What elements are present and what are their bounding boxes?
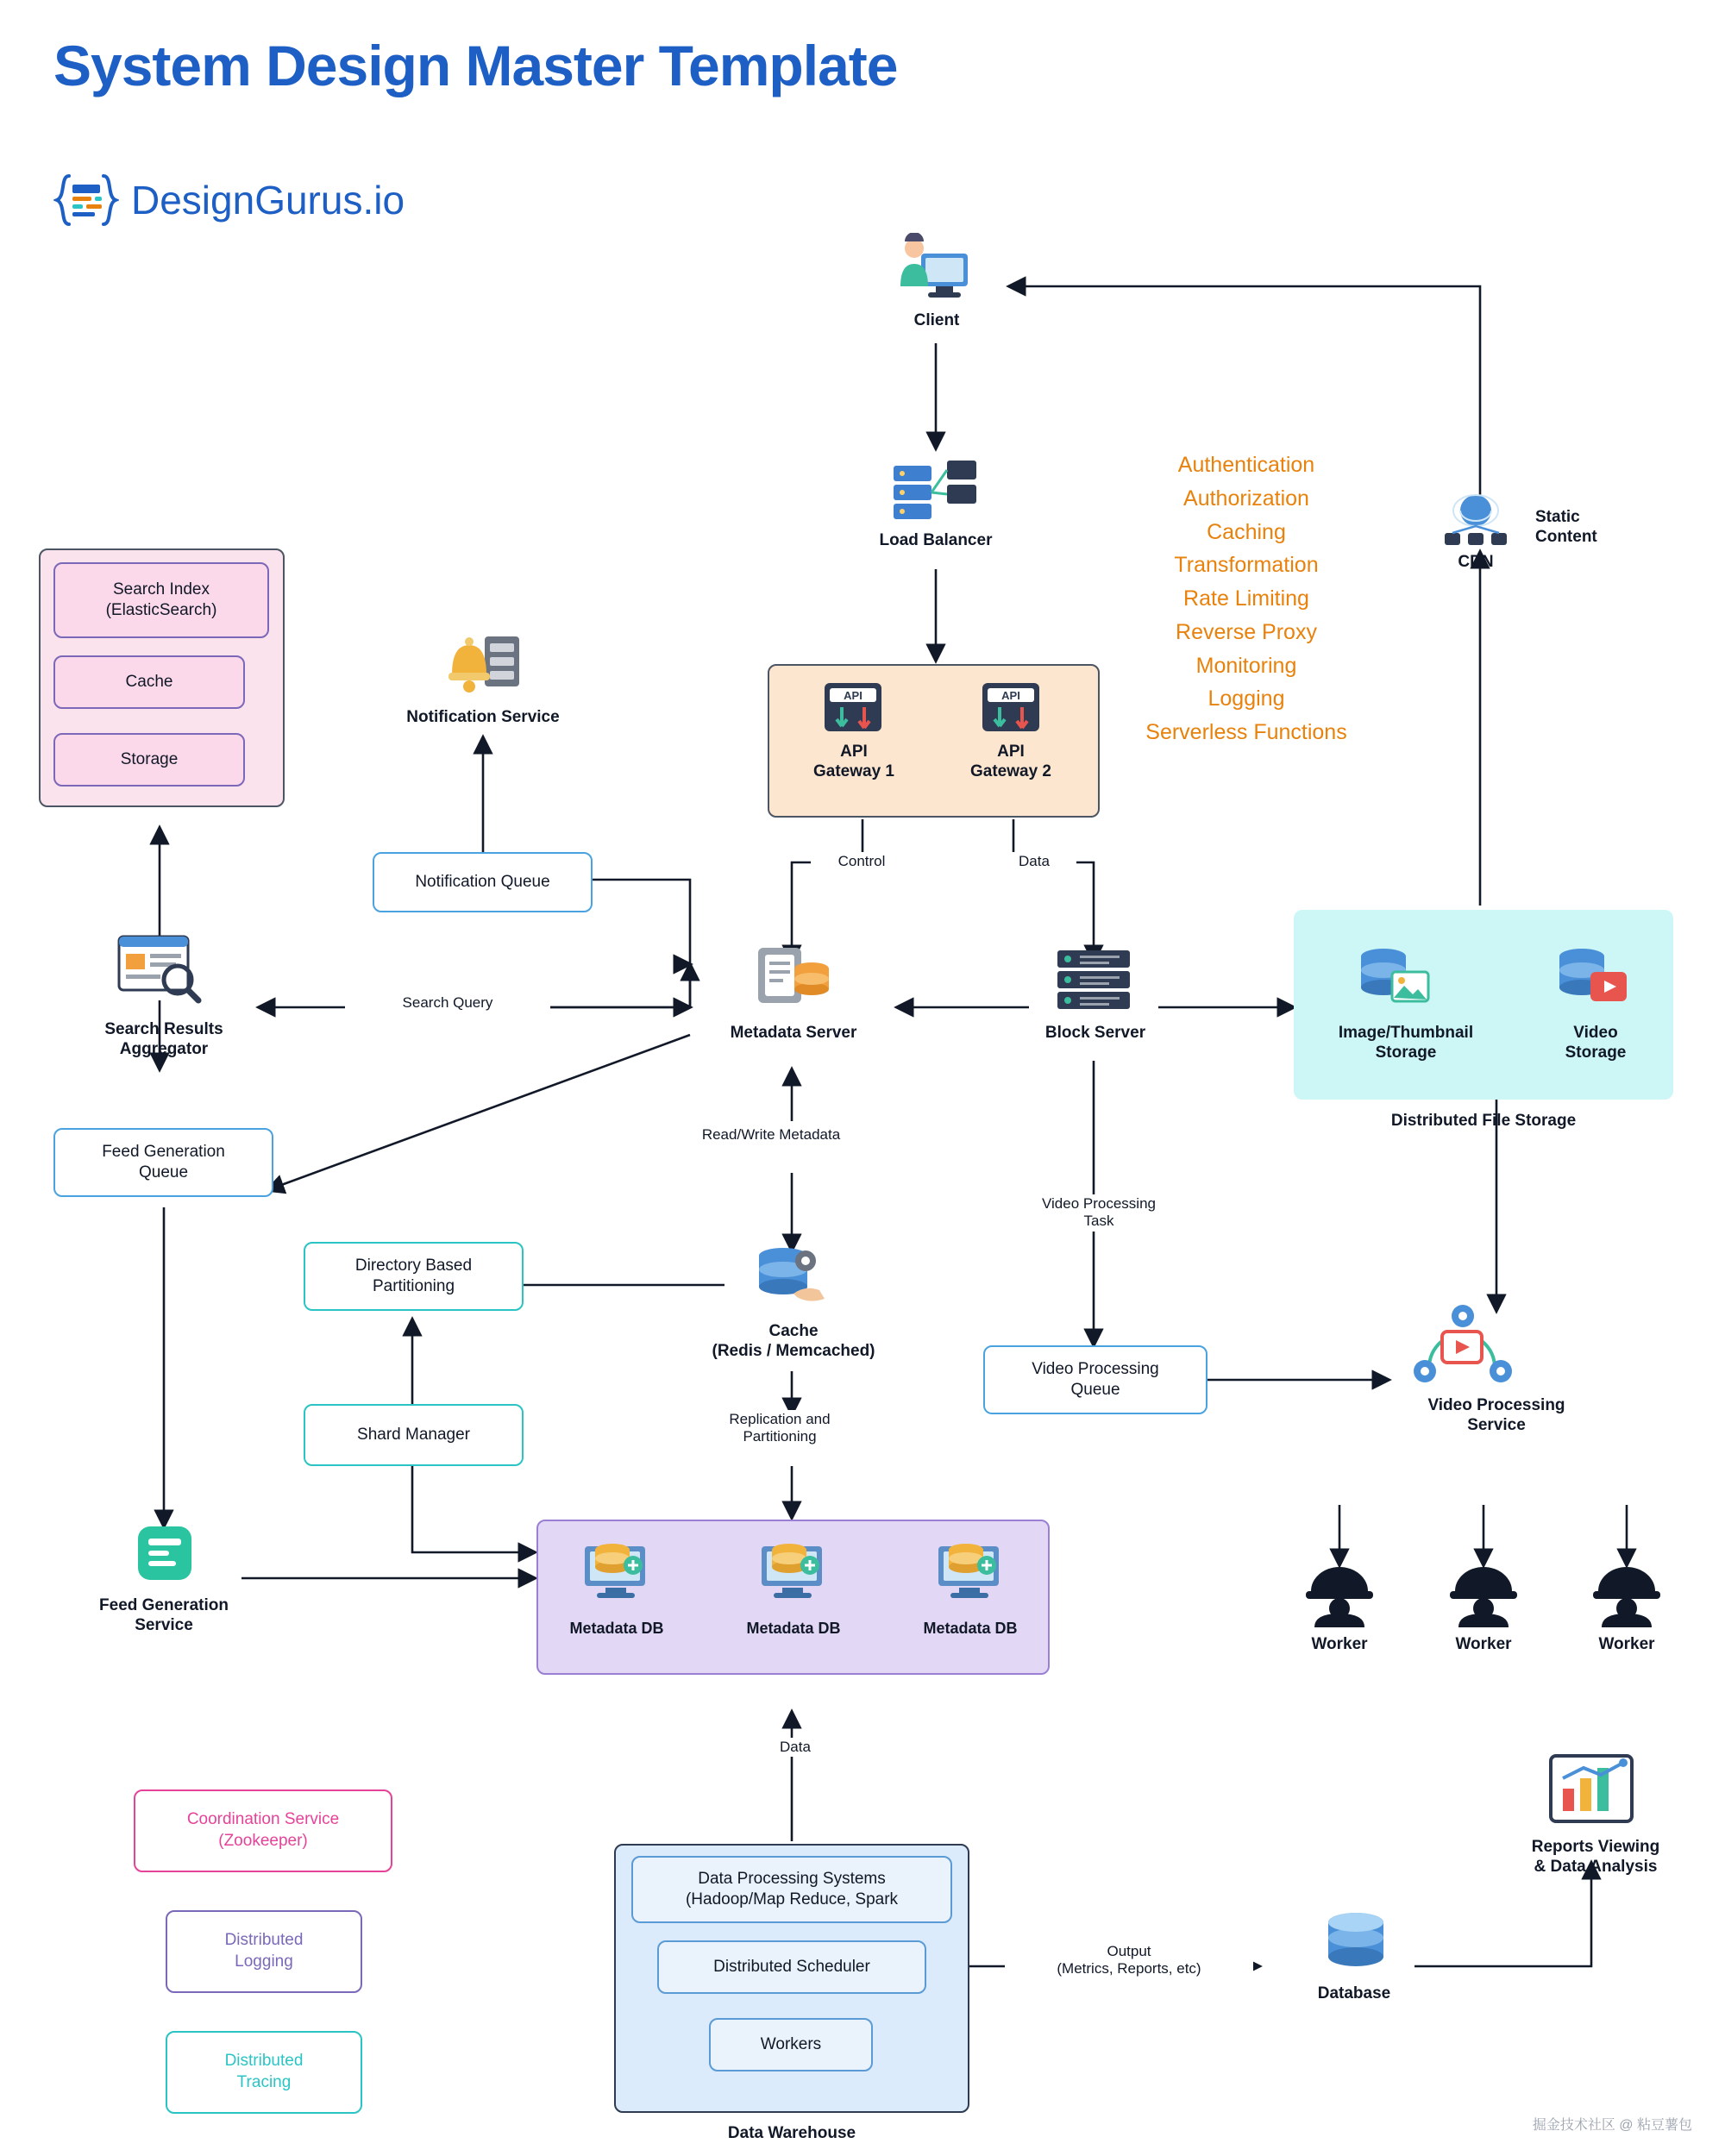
- api-gateway-2-label: API Gateway 2: [970, 743, 1051, 781]
- feature-rate-limiting: Rate Limiting: [1183, 586, 1309, 611]
- notification-queue: Notification Queue: [373, 852, 593, 912]
- data-warehouse-workers: Workers: [709, 2018, 873, 2071]
- search-results-icon: [112, 931, 207, 1010]
- edge-label-control: Control: [811, 852, 913, 871]
- load-balancer-icon: [888, 455, 982, 529]
- worker-helmet-icon: [1590, 1565, 1664, 1632]
- metadata-server-icon: [746, 944, 837, 1016]
- search-index-storage: Storage: [53, 733, 245, 787]
- edge-label-data-bottom: Data: [750, 1738, 840, 1757]
- feed-service-icon: [136, 1525, 193, 1586]
- bar-chart-icon: [1544, 1749, 1639, 1836]
- video-processing-queue: Video Processing Queue: [983, 1345, 1208, 1414]
- metadata-server-label: Metadata Server: [730, 1024, 857, 1042]
- database-label: Database: [1317, 1984, 1391, 2002]
- image-storage-icon: [1354, 944, 1435, 1014]
- api-icon: [979, 681, 1043, 743]
- data-warehouse-label: Data Warehouse: [727, 2124, 856, 2142]
- gateway-feature-list: [1113, 448, 1380, 749]
- video-storage-icon: [1552, 944, 1634, 1014]
- legend-coordination-service: Coordination Service (Zookeeper): [134, 1789, 392, 1872]
- shard-manager: Shard Manager: [304, 1404, 524, 1466]
- video-processing-icon: [1406, 1302, 1518, 1401]
- svg-text:API: API: [844, 689, 862, 702]
- search-results-aggregator-label: Search Results Aggregator: [104, 1020, 223, 1059]
- database-icon: [580, 1539, 652, 1609]
- distributed-scheduler: Distributed Scheduler: [657, 1940, 926, 1994]
- server-rack-icon: [1051, 947, 1137, 1017]
- database-icon: [756, 1539, 829, 1609]
- image-thumbnail-storage-label: Image/Thumbnail Storage: [1338, 1024, 1474, 1062]
- worker-1-label: Worker: [1311, 1635, 1368, 1653]
- worker-2-label: Worker: [1455, 1635, 1512, 1653]
- cdn-label: CDN: [1458, 553, 1494, 571]
- feature-transformation: Transformation: [1174, 553, 1319, 578]
- search-index-cache: Cache: [53, 655, 245, 709]
- brand: [53, 172, 405, 228]
- cache-db-icon: [752, 1244, 833, 1313]
- load-balancer-label: Load Balancer: [879, 531, 993, 549]
- metadata-db-2-label: Metadata DB: [746, 1620, 841, 1637]
- client-label: Client: [913, 311, 960, 329]
- code-braces-icon: [53, 172, 119, 228]
- feed-generation-service-label: Feed Generation Service: [99, 1596, 229, 1635]
- cdn-cloud-icon: [1436, 492, 1515, 556]
- video-processing-service-label: Video Processing Service: [1427, 1396, 1565, 1435]
- page-title: System Design Master Template: [53, 34, 898, 97]
- feature-caching: Caching: [1207, 519, 1286, 544]
- search-index-title: Search Index (ElasticSearch): [53, 562, 269, 638]
- feature-monitoring: Monitoring: [1195, 653, 1297, 678]
- feature-serverless-functions: Serverless Functions: [1145, 720, 1347, 744]
- api-gateway-1-label: API Gateway 1: [813, 743, 894, 781]
- watermark: 掘金技术社区 @ 粘豆薯包: [1532, 2118, 1692, 2133]
- legend-distributed-tracing: Distributed Tracing: [166, 2031, 362, 2114]
- notification-bell-icon: [440, 630, 526, 705]
- directory-based-partitioning: Directory Based Partitioning: [304, 1242, 524, 1311]
- database-cylinder-icon: [1320, 1910, 1392, 1977]
- edge-label-search-query: Search Query: [345, 993, 550, 1012]
- edge-label-replication-partitioning: Replication and Partitioning: [681, 1410, 878, 1447]
- feed-generation-queue: Feed Generation Queue: [53, 1128, 273, 1197]
- reports-viewing-label: Reports Viewing & Data Analysis: [1531, 1838, 1660, 1877]
- metadata-db-1-label: Metadata DB: [569, 1620, 664, 1637]
- notification-service-label: Notification Service: [406, 708, 560, 726]
- edge-label-video-processing-task: Video Processing Task: [983, 1194, 1214, 1232]
- feature-reverse-proxy: Reverse Proxy: [1176, 619, 1317, 644]
- feature-authorization: Authorization: [1183, 486, 1309, 511]
- cache-label: Cache (Redis / Memcached): [712, 1322, 875, 1361]
- worker-helmet-icon: [1302, 1565, 1377, 1632]
- user-at-computer-icon: [897, 233, 976, 306]
- legend-distributed-logging: Distributed Logging: [166, 1910, 362, 1993]
- svg-text:API: API: [1001, 689, 1020, 702]
- video-storage-label: Video Storage: [1565, 1024, 1627, 1062]
- worker-helmet-icon: [1446, 1565, 1521, 1632]
- distributed-file-storage-label: Distributed File Storage: [1390, 1112, 1577, 1130]
- database-icon: [933, 1539, 1006, 1609]
- worker-3-label: Worker: [1598, 1635, 1655, 1653]
- data-processing-systems: Data Processing Systems (Hadoop/Map Reduce, Spark: [631, 1856, 952, 1923]
- edge-label-output: Output (Metrics, Reports, etc): [1005, 1942, 1253, 1979]
- edge-label-data-top: Data: [992, 852, 1076, 871]
- brand-name: DesignGurus.io: [131, 178, 405, 222]
- edge-label-read-write-metadata: Read/Write Metadata: [656, 1125, 887, 1144]
- block-server-label: Block Server: [1044, 1024, 1146, 1042]
- api-gateway-panel: [768, 664, 1100, 818]
- api-icon: [821, 681, 885, 743]
- metadata-db-3-label: Metadata DB: [923, 1620, 1018, 1637]
- feature-logging: Logging: [1208, 686, 1285, 711]
- static-content-label: Static Content: [1535, 508, 1597, 547]
- feature-authentication: Authentication: [1177, 453, 1315, 477]
